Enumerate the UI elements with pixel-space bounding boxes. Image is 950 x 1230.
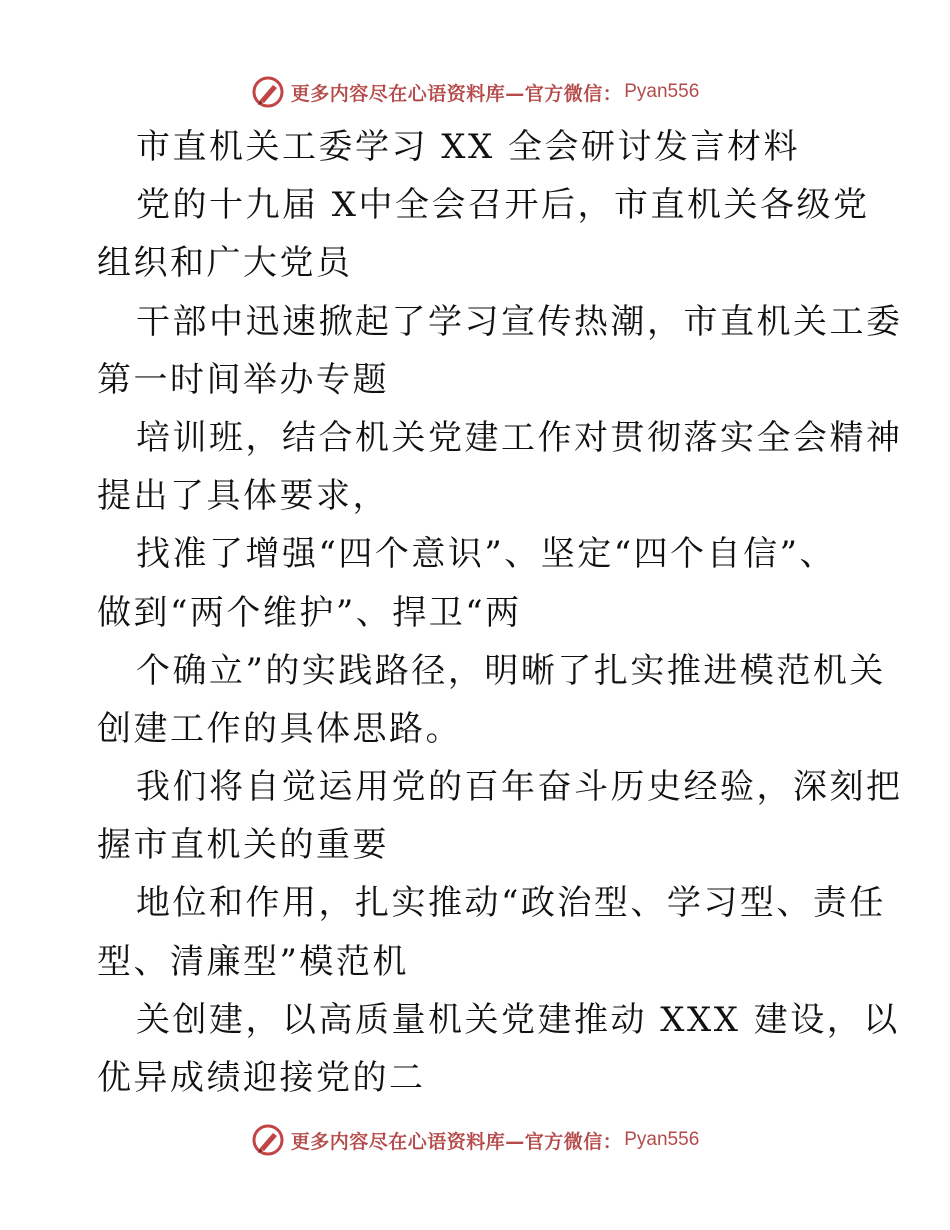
paragraph-line: 提出了具体要求， — [97, 476, 389, 517]
watermark-text: 更多内容尽在心语资料库—官方微信： — [290, 1130, 623, 1153]
paragraph-line: 地位和作用，扎实推动“政治型、学习型、责任 — [136, 883, 886, 924]
document-body — [97, 118, 903, 1107]
paragraph-line: 个确立”的实践路径，明晰了扎实推进模范机关 — [136, 650, 886, 691]
pen-logo-icon — [251, 75, 285, 109]
paragraph-line: 组织和广大党员 — [97, 243, 353, 284]
watermark-footer — [0, 1120, 950, 1160]
watermark-text: 更多内容尽在心语资料库—官方微信： — [290, 82, 623, 105]
paragraph-line: 第一时间举办专题 — [97, 359, 389, 400]
paragraph-line: 找准了增强“四个意识”、坚定“四个自信”、 — [136, 534, 837, 575]
paragraph-line: 党的十九届 X中全会召开后，市直机关各级党 — [136, 185, 870, 226]
paragraph-line: 培训班，结合机关党建工作对贯彻落实全会精神 — [136, 417, 903, 458]
paragraph-line: 型、清廉型”模范机 — [97, 941, 409, 982]
paragraph-line: 干部中迅速掀起了学习宣传热潮，市直机关工委 — [136, 301, 903, 342]
watermark-wechat-id: Pyan556 — [624, 1129, 700, 1150]
paragraph-line: 创建工作的具体思路。 — [97, 708, 462, 749]
paragraph-line: 关创建，以高质量机关党建推动 XXX 建设，以 — [136, 999, 900, 1040]
pen-logo-icon — [251, 1123, 285, 1157]
paragraph-line: 握市直机关的重要 — [97, 825, 389, 866]
paragraph-line: 优异成绩迎接党的二 — [97, 1058, 426, 1098]
document-title: 市直机关工委学习 XX 全会研讨发言材料 — [136, 127, 801, 167]
watermark-header — [0, 72, 950, 112]
paragraph-line: 做到“两个维护”、捍卫“两 — [97, 592, 522, 633]
paragraph-line: 我们将自觉运用党的百年奋斗历史经验，深刻把 — [136, 767, 903, 808]
watermark-wechat-id: Pyan556 — [624, 81, 700, 102]
